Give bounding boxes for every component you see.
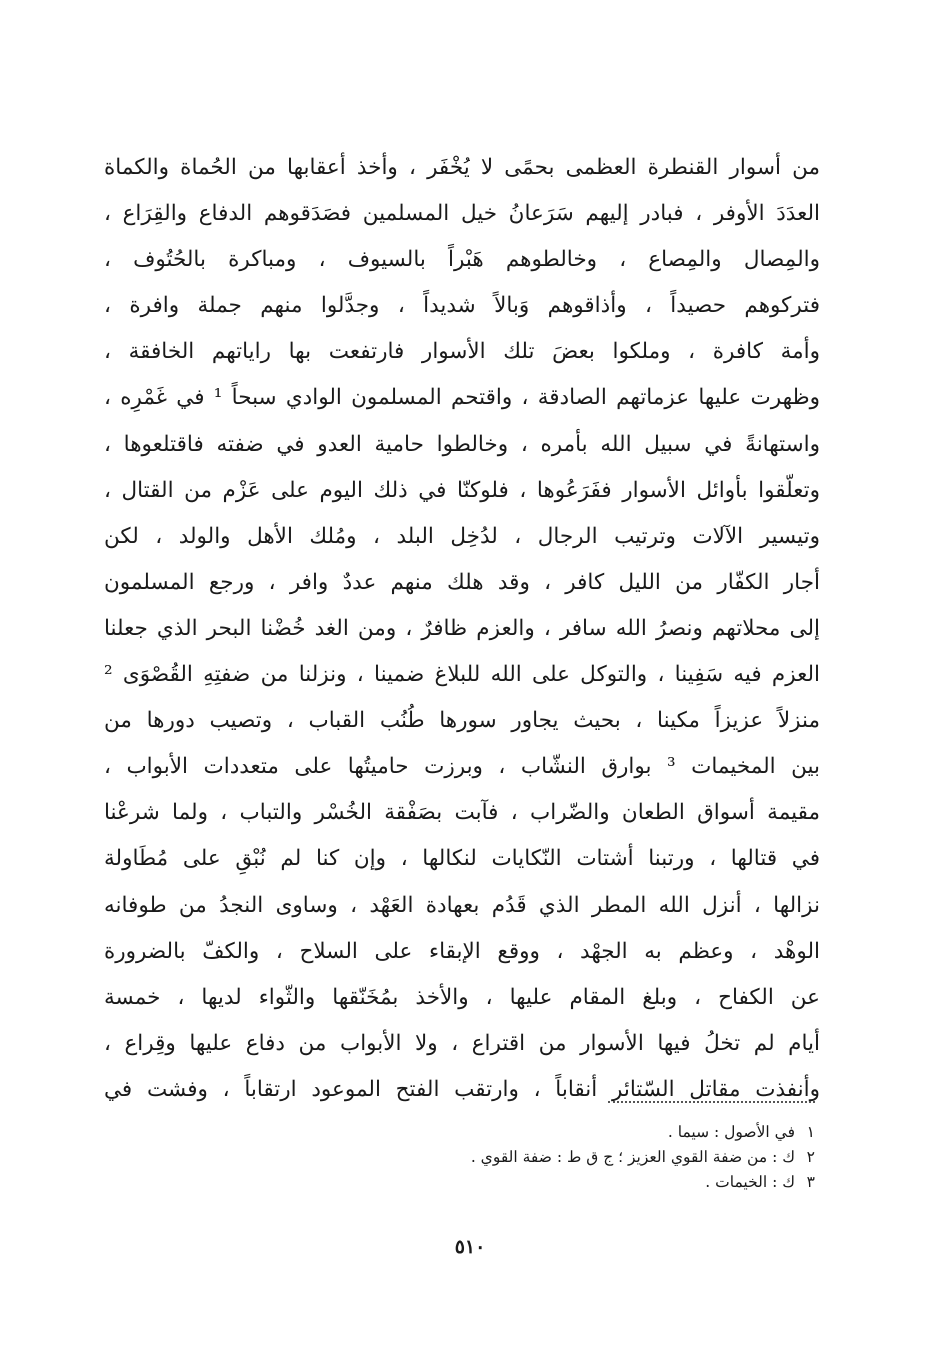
text-line: في قتالها ، ورتبنا أشتات النّكايات لنكالها ، وإن كنا لم نُبْقِ على مُطَاولة — [104, 846, 820, 872]
footnote-number: ٣ — [806, 1173, 815, 1191]
text-line: العدَدَ الأوفر ، فبادر إليهم سَرَعانُ خيل المسلمين فصَدَقوهم الدفاع والقِرَاع ، — [104, 201, 820, 227]
text-line: نزالها ، أنزل الله المطر الذي قَدُم بعهادة العَهْد ، وساوى النجدُ من طوفانه — [104, 892, 820, 918]
text-line: عن الكفاح ، وبلغ المقام عليها ، والأخذ بمُخَنّقها والثّواء لديها ، خمسة — [104, 984, 820, 1010]
footnote-number: ٢ — [806, 1148, 815, 1166]
footnote — [380, 1120, 815, 1145]
footnote-divider — [608, 1101, 815, 1103]
text-line: وتيسير الآلات وترتيب الرجال ، لدُخِل البلد ، ومُلك الأهل والولد ، لكن — [104, 523, 820, 549]
footnote — [380, 1145, 815, 1170]
text-line: منزلاً عزيزاً مكينا ، بحيث يجاور سورها طُنُب القباب ، وتصيب دورها من — [104, 708, 820, 734]
page-number: ٥١٠ — [454, 1236, 486, 1258]
text-line: بين المخيمات ³ بوارق النشّاب ، وبرزت حاميتُها على متعددات الأبواب ، — [104, 754, 820, 780]
footnote-text: في الأصول : سيما . — [667, 1123, 795, 1141]
text-line: الوهْد ، وعظم به الجهْد ، ووقع الإبقاء على السلاح ، والكفّ بالضرورة — [104, 938, 820, 964]
text-line: وتعلّقوا بأوائل الأسوار ففَرَعُوها ، فلوكنّا في ذلك اليوم على عَزْم من القتال ، — [104, 477, 820, 503]
text-line: وأمة كافرة ، وملكوا بعضَ تلك الأسوار فارتفعت بها راياتهم الخافقة ، — [104, 339, 820, 365]
main-text — [104, 145, 820, 1113]
text-line: العزم فيه سَفِينا ، والتوكل على الله للبلاغ ضمينا ، ونزلنا من ضفتِهِ القُصْوَى ² — [104, 662, 820, 688]
footnote-text: ك : الخيمات . — [705, 1173, 795, 1191]
footnotes — [380, 1120, 815, 1195]
footnote — [380, 1170, 815, 1195]
text-line: أجار الكفّار من الليل كافر ، وقد هلك منهم عددٌ وافر ، ورجع المسلمون — [104, 569, 820, 595]
text-line: فتركوهم حصيداً ، وأذاقوهم وَبالاً شديداً ، وجدَّلوا منهم جملة وافرة ، — [104, 293, 820, 319]
text-line: واستهانةً في سبيل الله بأمره ، وخالطوا حامية العدو في ضفته فاقتلعوها ، — [104, 431, 820, 457]
text-line: والمِصال والمِصاع ، وخالطوهم هَبْراً بالسيوف ، ومباكرة بالحُتُوف ، — [104, 247, 820, 273]
text-line: وأنفذت مقاتل السّتائر أنقاباً ، وارتقب الفتح الموعود ارتقاباً ، وفشت في — [104, 1076, 820, 1102]
text-line: مقيمة أسواق الطعان والضّراب ، فآبت بصَفْقة الخُسْر والتباب ، ولما شرعْنا — [104, 800, 820, 826]
text-line: من أسوار القنطرة العظمى بحمًى لا يُخْفَر ، وأخذ أعقابها من الحُماة والكماة — [104, 155, 820, 180]
text-line: إلى محلاتهم ونصرُ الله سافر ، والعزم ظافرٌ ، ومن الغد خُضْنا البحر الذي جعلنا — [104, 615, 820, 641]
footnote-text: ك : من ضفة القوي العزيز ؛ ج ق ط : ضفة القوي . — [470, 1148, 795, 1166]
text-line: وظهرت عليها عزماتهم الصادقة ، واقتحم المسلمون الوادي سبحاً ¹ في غَمْرِه ، — [104, 385, 820, 411]
text-line: أيام لم تخلُ فيها الأسوار من اقتراع ، ولا الأبواب من دفاع عليها وقِراع ، — [104, 1030, 820, 1056]
footnote-number: ١ — [806, 1123, 815, 1141]
